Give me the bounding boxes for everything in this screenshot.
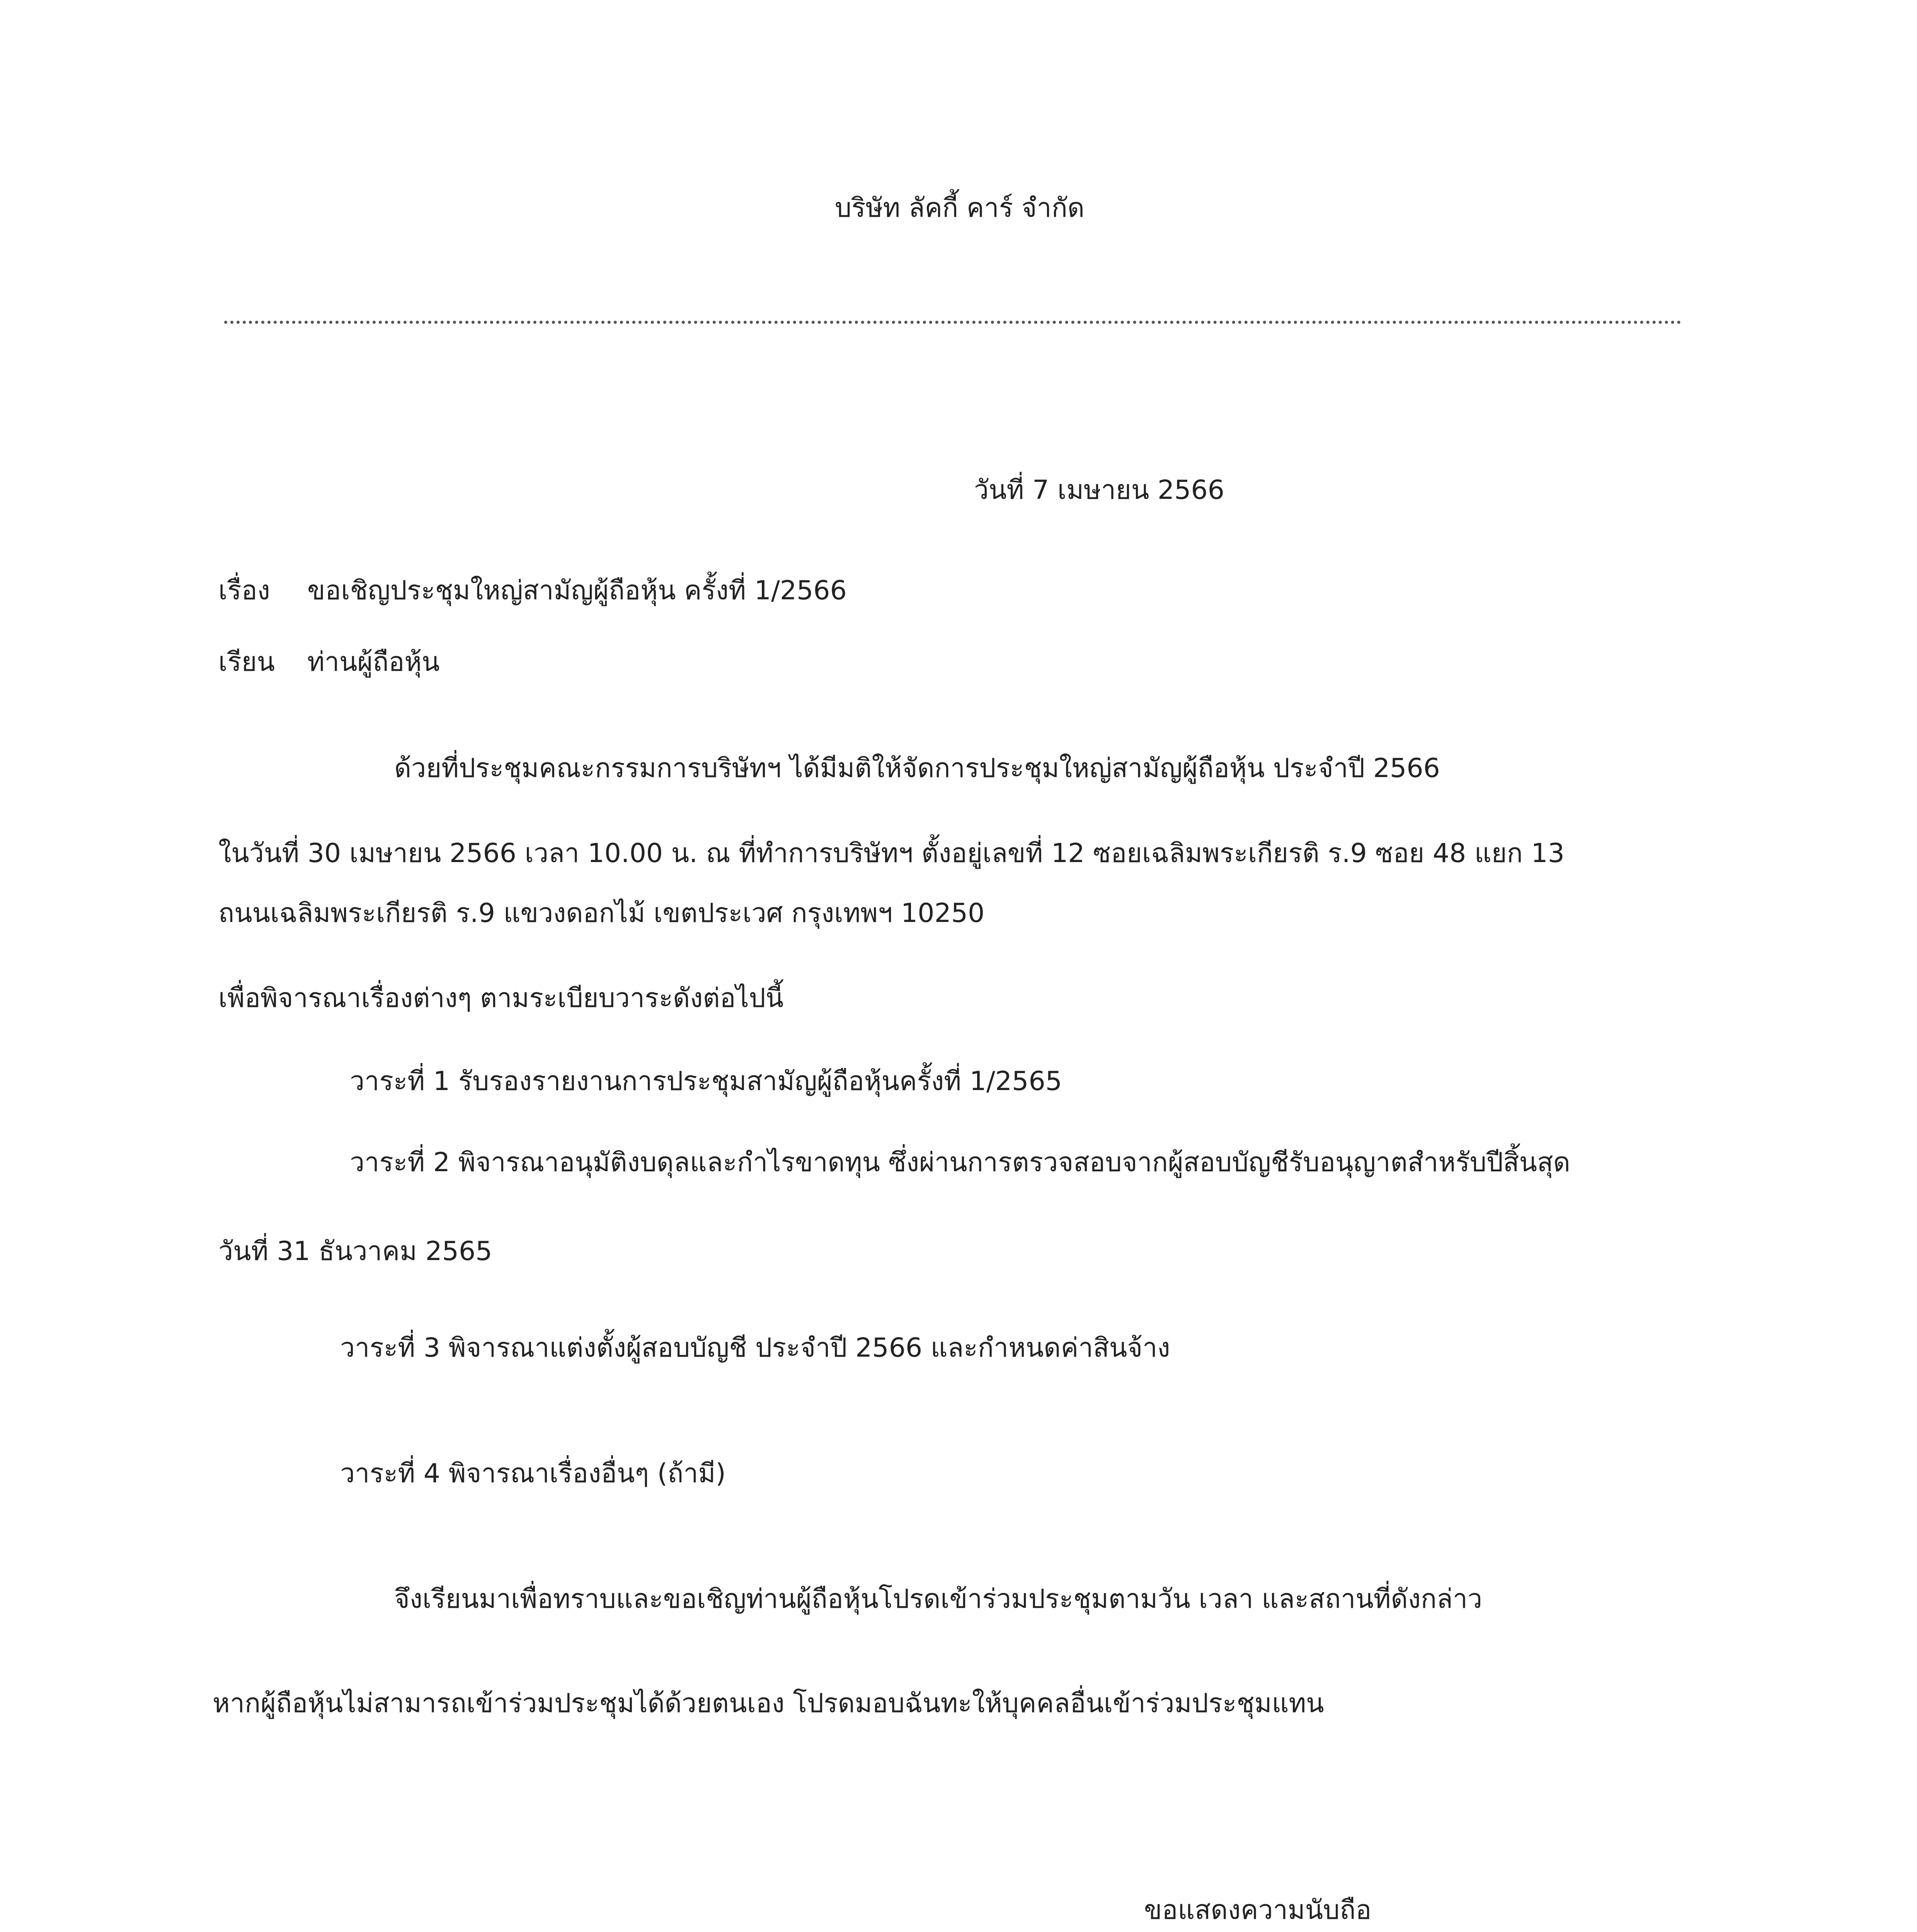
body-line-1: ด้วยที่ประชุมคณะกรรมการบริษัทฯ ได้มีมติให้จัดการประชุมใหญ่สามัญผู้ถือหุ้น ประจำปี 2566 bbox=[394, 753, 1440, 784]
recipient-label: เรียน bbox=[218, 647, 275, 677]
subject-text: ขอเชิญประชุมใหญ่สามัญผู้ถือหุ้น ครั้งที่ 1/2566 bbox=[307, 575, 847, 606]
body-line-2: ในวันที่ 30 เมษายน 2566 เวลา 10.00 น. ณ ที่ทำการบริษัทฯ ตั้งอยู่เลขที่ 12 ซอยเฉลิมพระเกียรติ ร.9 ซอย 48 แยก 13 bbox=[218, 838, 1565, 869]
agenda-item-2: วาระที่ 2 พิจารณาอนุมัติงบดุลและกำไรขาดทุน ซึ่งผ่านการตรวจสอบจากผู้สอบบัญชีรับอนุญาตสำหรับปีสิ้นสุด bbox=[350, 1147, 1570, 1178]
company-name: บริษัท ลัคกี้ คาร์ จำกัด bbox=[835, 193, 1085, 223]
conclusion-line-1: จึงเรียนมาเพื่อทราบและขอเชิญท่านผู้ถือหุ้นโปรดเข้าร่วมประชุมตามวัน เวลา และสถานที่ดังกล่าว bbox=[394, 1584, 1483, 1614]
header-dotted-divider bbox=[224, 321, 1681, 324]
agenda-item-2-continued: วันที่ 31 ธันวาคม 2565 bbox=[218, 1236, 492, 1267]
recipient-text: ท่านผู้ถือหุ้น bbox=[307, 647, 440, 677]
body-line-3: ถนนเฉลิมพระเกียรติ ร.9 แขวงดอกไม้ เขตประเวศ กรุงเทพฯ 10250 bbox=[218, 898, 985, 929]
company-stamp bbox=[595, 1924, 974, 1932]
agenda-item-3: วาระที่ 3 พิจารณาแต่งตั้งผู้สอบบัญชี ประจำปี 2566 และกำหนดค่าสินจ้าง bbox=[340, 1333, 1170, 1363]
subject-label: เรื่อง bbox=[218, 575, 270, 606]
closing-salutation: ขอแสดงความนับถือ bbox=[1144, 1895, 1372, 1925]
agenda-item-1: วาระที่ 1 รับรองรายงานการประชุมสามัญผู้ถือหุ้นครั้งที่ 1/2565 bbox=[350, 1066, 1062, 1097]
conclusion-line-2: หากผู้ถือหุ้นไม่สามารถเข้าร่วมประชุมได้ด้วยตนเอง โปรดมอบฉันทะให้บุคคลอื่นเข้าร่วมประชุมแทน bbox=[213, 1688, 1324, 1719]
agenda-item-4: วาระที่ 4 พิจารณาเรื่องอื่นๆ (ถ้ามี) bbox=[340, 1458, 726, 1489]
letter-date: วันที่ 7 เมษายน 2566 bbox=[974, 475, 1225, 505]
body-line-4: เพื่อพิจารณาเรื่องต่างๆ ตามระเบียบวาระดังต่อไปนี้ bbox=[218, 983, 784, 1014]
